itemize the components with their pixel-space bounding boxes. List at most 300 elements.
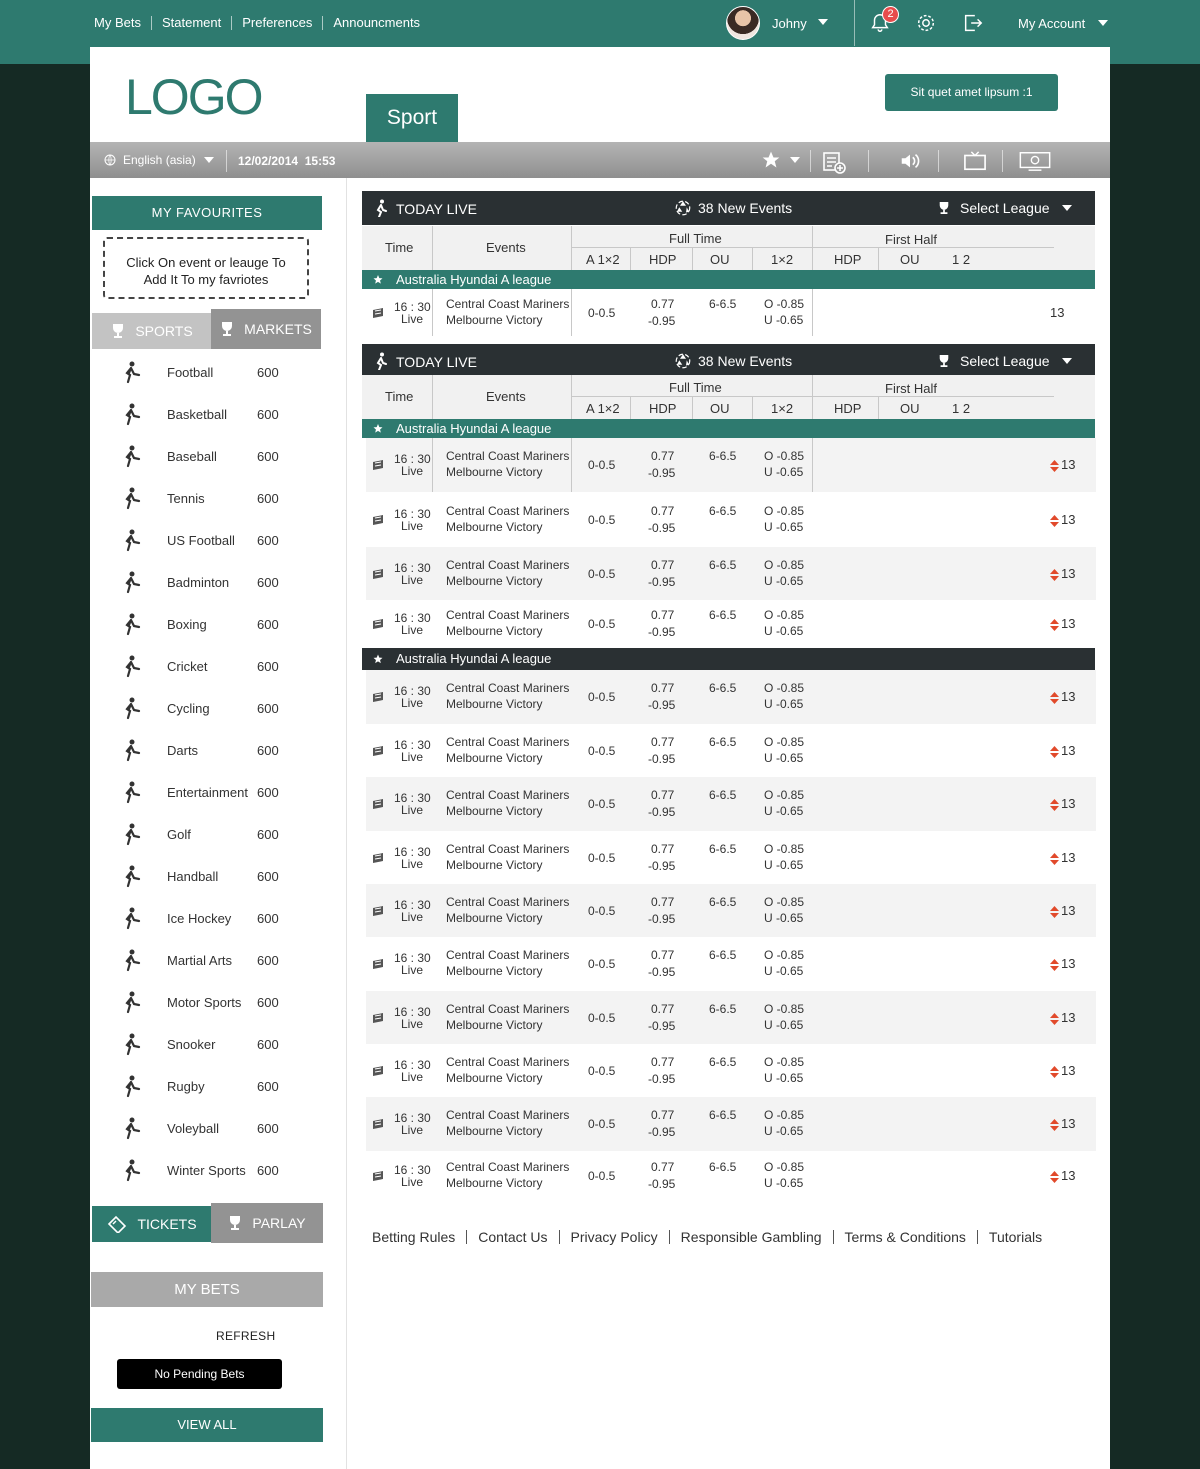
footer-link-responsible-gambling[interactable]: Responsible Gambling (669, 1230, 833, 1244)
league-header[interactable] (362, 419, 1095, 438)
odds-hdp-away[interactable]: -0.95 (648, 314, 676, 328)
odds-under[interactable]: U -0.65 (764, 697, 804, 711)
account-caret-icon[interactable] (1098, 20, 1108, 26)
odds-ou-line[interactable]: 6-6.5 (709, 504, 737, 518)
more-markets[interactable] (1050, 457, 1075, 472)
odds-under[interactable]: U -0.65 (764, 1124, 804, 1138)
sport-item-label: Badminton (167, 575, 230, 590)
section-title: TODAY LIVE (396, 201, 477, 217)
more-markets[interactable] (1050, 1116, 1075, 1131)
tab-parlay-label: PARLAY (252, 1215, 306, 1231)
match-time: 16 : 30 (394, 300, 431, 314)
new-events-label: 38 New Events (698, 353, 793, 369)
trophy-icon (228, 1215, 242, 1231)
odds-hdp-home[interactable]: 0.77 (651, 1160, 675, 1174)
odds-hdp-away[interactable]: -0.95 (648, 698, 676, 712)
sport-item-winter-sports[interactable] (91, 1149, 331, 1191)
more-markets[interactable] (1050, 850, 1075, 865)
odds-change-arrows-icon (1050, 959, 1059, 971)
col-events[interactable]: Events (486, 240, 526, 255)
column-divider (812, 226, 813, 270)
away-team[interactable]: Melbourne Victory (446, 858, 543, 872)
odds-a1x2[interactable]: 0-0.5 (588, 1117, 616, 1131)
column-divider (752, 397, 753, 419)
golf-icon (119, 822, 143, 846)
away-team[interactable]: Melbourne Victory (446, 574, 543, 588)
more-markets[interactable] (1050, 616, 1075, 631)
odds-hdp-home[interactable]: 0.77 (651, 608, 675, 622)
more-markets[interactable] (1050, 305, 1064, 320)
more-markets-count: 13 (1061, 850, 1076, 865)
home-team[interactable]: Central Coast Mariners (446, 788, 570, 802)
away-team[interactable]: Melbourne Victory (446, 751, 543, 765)
col-one-x-two: 1×2 (771, 252, 794, 267)
match-row[interactable] (366, 547, 1096, 600)
sport-item-baseball[interactable] (91, 435, 331, 477)
motor-sports-icon (119, 990, 143, 1014)
sport-item-martial-arts[interactable] (91, 939, 331, 981)
odds-over[interactable]: O -0.85 (764, 735, 805, 749)
today-live-header (362, 344, 1095, 378)
away-team[interactable]: Melbourne Victory (446, 804, 543, 818)
match-time: 16 : 30 (394, 951, 431, 965)
footer-link-tutorials[interactable]: Tutorials (977, 1230, 1053, 1244)
footer-link-terms-conditions[interactable]: Terms & Conditions (833, 1230, 977, 1244)
odds-under[interactable]: U -0.65 (764, 1176, 804, 1190)
odds-hdp-home[interactable]: 0.77 (651, 1002, 675, 1016)
odds-ou-line[interactable]: 6-6.5 (709, 297, 737, 311)
match-status: Live (401, 519, 424, 533)
home-team[interactable]: Central Coast Mariners (446, 842, 570, 856)
odds-a1x2[interactable]: 0-0.5 (588, 458, 616, 472)
sport-item-label: Baseball (167, 449, 217, 464)
odds-over[interactable]: O -0.85 (764, 948, 805, 962)
more-markets[interactable] (1050, 796, 1075, 811)
speaker-icon[interactable] (898, 150, 922, 172)
odds-change-arrows-icon (1050, 460, 1059, 472)
gear-icon[interactable] (915, 12, 937, 34)
live-flag-icon (371, 1170, 385, 1184)
match-row[interactable] (366, 600, 1096, 648)
language-select[interactable] (104, 153, 214, 167)
us-football-icon (119, 528, 143, 552)
tab-tickets[interactable] (92, 1206, 212, 1242)
odds-hdp-away[interactable]: -0.95 (648, 1019, 676, 1033)
more-markets[interactable] (1050, 1010, 1075, 1025)
odds-under[interactable]: U -0.65 (764, 804, 804, 818)
globe-icon (104, 154, 116, 166)
column-divider (878, 248, 879, 270)
home-team[interactable]: Central Coast Mariners (446, 895, 570, 909)
odds-hdp-home[interactable]: 0.77 (651, 788, 675, 802)
odds-over[interactable]: O -0.85 (764, 558, 805, 572)
live-flag-icon (371, 568, 385, 582)
col-fh-ou: OU (900, 252, 920, 267)
away-team[interactable]: Melbourne Victory (446, 1018, 543, 1032)
sport-item-count: 600 (257, 785, 279, 800)
match-row[interactable] (366, 1151, 1096, 1201)
more-markets-count: 13 (1061, 616, 1076, 631)
odds-hdp-home[interactable]: 0.77 (651, 1108, 675, 1122)
recycle-icon (674, 352, 692, 370)
match-row[interactable] (366, 831, 1096, 884)
tv-icon[interactable] (962, 150, 988, 172)
match-row[interactable] (366, 777, 1096, 831)
away-team[interactable]: Melbourne Victory (446, 465, 543, 479)
match-status: Live (401, 857, 424, 871)
odds-a1x2[interactable]: 0-0.5 (588, 690, 616, 704)
odds-a1x2[interactable]: 0-0.5 (588, 513, 616, 527)
match-time: 16 : 30 (394, 611, 431, 625)
league-header[interactable] (362, 648, 1095, 670)
more-markets[interactable] (1050, 956, 1075, 971)
toolbar-divider (810, 150, 811, 172)
odds-hdp-home[interactable]: 0.77 (651, 895, 675, 909)
odds-hdp-away[interactable]: -0.95 (648, 805, 676, 819)
nav-statement[interactable]: Statement (151, 16, 231, 30)
tab-markets[interactable] (211, 309, 321, 349)
home-team[interactable]: Central Coast Mariners (446, 681, 570, 695)
match-row[interactable] (366, 670, 1096, 724)
column-divider (812, 289, 813, 336)
new-events-indicator[interactable] (674, 199, 792, 217)
odds-change-arrows-icon (1050, 1119, 1059, 1131)
sport-item-badminton[interactable] (91, 561, 331, 603)
select-league-dropdown[interactable] (938, 200, 1072, 216)
league-name: Australia Hyundai A league (396, 272, 552, 287)
odds-ou-line[interactable]: 6-6.5 (709, 788, 737, 802)
odds-hdp-away[interactable]: -0.95 (648, 1177, 676, 1191)
more-markets[interactable] (1050, 1063, 1075, 1078)
col-time[interactable]: Time (385, 389, 414, 404)
odds-a1x2[interactable]: 0-0.5 (588, 797, 616, 811)
away-team[interactable]: Melbourne Victory (446, 911, 543, 925)
odds-ou-line[interactable]: 6-6.5 (709, 948, 737, 962)
odds-a1x2[interactable]: 0-0.5 (588, 1011, 616, 1025)
odds-a1x2[interactable]: 0-0.5 (588, 567, 616, 581)
sport-item-count: 600 (257, 1037, 279, 1052)
odds-a1x2[interactable]: 0-0.5 (588, 617, 616, 631)
odds-hdp-away[interactable]: -0.95 (648, 575, 676, 589)
odds-hdp-away[interactable]: -0.95 (648, 1125, 676, 1139)
sport-item-golf[interactable] (91, 813, 331, 855)
more-markets-count: 13 (1050, 305, 1065, 320)
odds-a1x2[interactable]: 0-0.5 (588, 1169, 616, 1183)
odds-over[interactable]: O -0.85 (764, 1160, 805, 1174)
logo[interactable]: LOGO (125, 69, 262, 125)
odds-change-arrows-icon (1050, 569, 1059, 581)
match-row[interactable] (366, 289, 1096, 336)
away-team[interactable]: Melbourne Victory (446, 697, 543, 711)
match-time: 16 : 30 (394, 898, 431, 912)
column-headers (362, 226, 1095, 270)
match-status: Live (401, 1070, 424, 1084)
new-events-indicator[interactable] (674, 352, 792, 370)
badminton-icon (119, 570, 143, 594)
toolbar-divider (938, 150, 939, 172)
match-row[interactable] (366, 724, 1096, 777)
odds-hdp-home[interactable]: 0.77 (651, 735, 675, 749)
odds-over[interactable]: O -0.85 (764, 1108, 805, 1122)
odds-hdp-away[interactable]: -0.95 (648, 521, 676, 535)
sport-item-label: Darts (167, 743, 199, 758)
more-markets[interactable] (1050, 512, 1075, 527)
match-status: Live (401, 312, 424, 326)
odds-over[interactable]: O -0.85 (764, 297, 805, 311)
trophy-icon (938, 200, 950, 216)
user-menu[interactable] (726, 6, 807, 40)
footer-link-contact-us[interactable]: Contact Us (466, 1230, 558, 1244)
odds-over[interactable]: O -0.85 (764, 449, 805, 463)
sport-item-label: Rugby (167, 1079, 205, 1094)
odds-hdp-home[interactable]: 0.77 (651, 504, 675, 518)
more-markets-count: 13 (1061, 689, 1076, 704)
away-team[interactable]: Melbourne Victory (446, 1071, 543, 1085)
odds-over[interactable]: O -0.85 (764, 842, 805, 856)
odds-change-arrows-icon (1050, 1171, 1059, 1183)
more-markets[interactable] (1050, 1168, 1075, 1183)
tab-sport[interactable]: Sport (366, 94, 458, 142)
away-team[interactable]: Melbourne Victory (446, 313, 543, 327)
odds-ou-line[interactable]: 6-6.5 (709, 558, 737, 572)
sport-item-darts[interactable] (91, 729, 331, 771)
odds-ou-line[interactable]: 6-6.5 (709, 1160, 737, 1174)
sport-item-count: 600 (257, 995, 279, 1010)
col-events[interactable]: Events (486, 389, 526, 404)
odds-ou-line[interactable]: 6-6.5 (709, 681, 737, 695)
favourites-caret-icon[interactable] (790, 157, 800, 163)
odds-hdp-home[interactable]: 0.77 (651, 449, 675, 463)
my-account-link[interactable]: My Account (1018, 16, 1086, 31)
odds-change-arrows-icon (1050, 799, 1059, 811)
sport-item-count: 600 (257, 701, 279, 716)
more-markets-count: 13 (1061, 956, 1076, 971)
odds-a1x2[interactable]: 0-0.5 (588, 957, 616, 971)
tennis-icon (119, 486, 143, 510)
user-caret-icon[interactable] (818, 19, 828, 25)
match-row[interactable] (366, 937, 1096, 991)
home-team[interactable]: Central Coast Mariners (446, 948, 570, 962)
match-row[interactable] (366, 884, 1096, 937)
sport-item-cricket[interactable] (91, 645, 331, 687)
odds-under[interactable]: U -0.65 (764, 574, 804, 588)
chevron-down-icon (1062, 205, 1072, 211)
odds-hdp-away[interactable]: -0.95 (648, 466, 676, 480)
match-row[interactable] (366, 1097, 1096, 1151)
sport-item-voleyball[interactable] (91, 1107, 331, 1149)
odds-under[interactable]: U -0.65 (764, 751, 804, 765)
select-league-dropdown[interactable] (938, 353, 1072, 369)
column-divider (432, 289, 433, 336)
odds-a1x2[interactable]: 0-0.5 (588, 306, 616, 320)
live-stream-icon[interactable] (1018, 150, 1052, 172)
add-bet-slip-icon[interactable] (822, 150, 846, 174)
odds-a1x2[interactable]: 0-0.5 (588, 1064, 616, 1078)
home-team[interactable]: Central Coast Mariners (446, 1002, 570, 1016)
away-team[interactable]: Melbourne Victory (446, 1124, 543, 1138)
odds-hdp-home[interactable]: 0.77 (651, 842, 675, 856)
nav-preferences[interactable]: Preferences (231, 16, 322, 30)
odds-hdp-home[interactable]: 0.77 (651, 681, 675, 695)
column-divider (432, 438, 433, 492)
baseball-icon (119, 444, 143, 468)
tab-sports[interactable] (92, 313, 212, 349)
odds-under[interactable]: U -0.65 (764, 964, 804, 978)
away-team[interactable]: Melbourne Victory (446, 624, 543, 638)
odds-under[interactable]: U -0.65 (764, 624, 804, 638)
odds-hdp-away[interactable]: -0.95 (648, 752, 676, 766)
favourites-hint-line-2: Add It To my favriotes (143, 272, 269, 287)
column-divider (630, 248, 631, 270)
column-divider (571, 289, 572, 336)
match-time: 16 : 30 (394, 452, 431, 466)
odds-under[interactable]: U -0.65 (764, 520, 804, 534)
home-team[interactable]: Central Coast Mariners (446, 1108, 570, 1122)
odds-hdp-away[interactable]: -0.95 (648, 859, 676, 873)
odds-ou-line[interactable]: 6-6.5 (709, 1055, 737, 1069)
sport-item-label: Voleyball (167, 1121, 220, 1136)
odds-over[interactable]: O -0.85 (764, 895, 805, 909)
away-team[interactable]: Melbourne Victory (446, 1176, 543, 1190)
odds-ou-line[interactable]: 6-6.5 (709, 735, 737, 749)
home-team[interactable]: Central Coast Mariners (446, 504, 570, 518)
match-row[interactable] (366, 991, 1096, 1044)
nav-my-bets[interactable]: My Bets (94, 15, 141, 30)
col-time[interactable]: Time (385, 240, 414, 255)
sport-item-count: 600 (257, 491, 279, 506)
home-team[interactable]: Central Coast Mariners (446, 1055, 570, 1069)
nav-announcments[interactable]: Announcments (322, 16, 430, 30)
league-name: Australia Hyundai A league (396, 421, 552, 436)
more-markets[interactable] (1050, 903, 1075, 918)
odds-ou-line[interactable]: 6-6.5 (709, 1002, 737, 1016)
section-title: TODAY LIVE (396, 354, 477, 370)
more-markets[interactable] (1050, 689, 1075, 704)
odds-ou-line[interactable]: 6-6.5 (709, 1108, 737, 1122)
odds-over[interactable]: O -0.85 (764, 788, 805, 802)
odds-hdp-home[interactable]: 0.77 (651, 1055, 675, 1069)
odds-under[interactable]: U -0.65 (764, 911, 804, 925)
odds-under[interactable]: U -0.65 (764, 465, 804, 479)
sport-item-entertainment[interactable] (91, 771, 331, 813)
odds-hdp-away[interactable]: -0.95 (648, 912, 676, 926)
odds-a1x2[interactable]: 0-0.5 (588, 904, 616, 918)
promo-button[interactable]: Sit quet amet lipsum :1 (885, 74, 1058, 111)
ticket-icon (107, 1215, 127, 1233)
home-team[interactable]: Central Coast Mariners (446, 297, 570, 311)
odds-ou-line[interactable]: 6-6.5 (709, 895, 737, 909)
sport-item-football[interactable] (91, 351, 331, 393)
sport-item-handball[interactable] (91, 855, 331, 897)
home-team[interactable]: Central Coast Mariners (446, 449, 570, 463)
odds-over[interactable]: O -0.85 (764, 504, 805, 518)
refresh-button[interactable]: REFRESH (216, 1329, 276, 1343)
sport-item-motor-sports[interactable] (91, 981, 331, 1023)
notification-badge: 2 (882, 6, 899, 23)
star-icon[interactable] (372, 648, 384, 670)
basketball-icon (119, 402, 143, 426)
star-icon[interactable] (372, 270, 384, 289)
sport-item-boxing[interactable] (91, 603, 331, 645)
live-flag-icon (371, 1118, 385, 1132)
odds-hdp-home[interactable]: 0.77 (651, 948, 675, 962)
odds-a1x2[interactable]: 0-0.5 (588, 744, 616, 758)
trophy-icon (220, 321, 234, 337)
more-markets[interactable] (1050, 566, 1075, 581)
home-team[interactable]: Central Coast Mariners (446, 735, 570, 749)
star-icon[interactable] (372, 419, 384, 438)
sport-item-label: Boxing (167, 617, 207, 632)
more-markets-count: 13 (1061, 566, 1076, 581)
star-icon[interactable] (761, 150, 781, 170)
match-status: Live (401, 1017, 424, 1031)
odds-under[interactable]: U -0.65 (764, 1071, 804, 1085)
footer-link-privacy-policy[interactable]: Privacy Policy (559, 1230, 669, 1244)
odds-hdp-away[interactable]: -0.95 (648, 965, 676, 979)
odds-hdp-home[interactable]: 0.77 (651, 558, 675, 572)
league-header[interactable] (362, 270, 1095, 289)
live-flag-icon (371, 852, 385, 866)
odds-hdp-home[interactable]: 0.77 (651, 297, 675, 311)
odds-under[interactable]: U -0.65 (764, 858, 804, 872)
odds-over[interactable]: O -0.85 (764, 681, 805, 695)
away-team[interactable]: Melbourne Victory (446, 520, 543, 534)
logout-icon[interactable] (962, 12, 984, 34)
match-time: 16 : 30 (394, 845, 431, 859)
odds-under[interactable]: U -0.65 (764, 1018, 804, 1032)
match-row[interactable] (366, 1044, 1096, 1097)
match-row[interactable] (366, 492, 1096, 547)
odds-over[interactable]: O -0.85 (764, 608, 805, 622)
tab-parlay[interactable] (211, 1203, 323, 1243)
sport-item-snooker[interactable] (91, 1023, 331, 1065)
sport-item-rugby[interactable] (91, 1065, 331, 1107)
away-team[interactable]: Melbourne Victory (446, 964, 543, 978)
sport-item-tennis[interactable] (91, 477, 331, 519)
more-markets-count: 13 (1061, 512, 1076, 527)
live-runner-icon (374, 352, 388, 370)
odds-ou-line[interactable]: 6-6.5 (709, 608, 737, 622)
home-team[interactable]: Central Coast Mariners (446, 1160, 570, 1174)
sport-item-us-football[interactable] (91, 519, 331, 561)
col-a1x2: A 1×2 (586, 401, 620, 416)
sport-item-ice-hockey[interactable] (91, 897, 331, 939)
odds-ou-line[interactable]: 6-6.5 (709, 842, 737, 856)
odds-over[interactable]: O -0.85 (764, 1002, 805, 1016)
odds-ou-line[interactable]: 6-6.5 (709, 449, 737, 463)
favourites-hint-line-1: Click On event or leauge To (126, 255, 286, 270)
odds-hdp-away[interactable]: -0.95 (648, 625, 676, 639)
sport-item-label: Martial Arts (167, 953, 233, 968)
live-flag-icon (371, 745, 385, 759)
column-divider (571, 375, 572, 419)
home-team[interactable]: Central Coast Mariners (446, 558, 570, 572)
view-all-button[interactable]: VIEW ALL (91, 1408, 323, 1442)
odds-a1x2[interactable]: 0-0.5 (588, 851, 616, 865)
odds-change-arrows-icon (1050, 692, 1059, 704)
match-row[interactable] (366, 438, 1096, 492)
match-status: Live (401, 1123, 424, 1137)
odds-hdp-away[interactable]: -0.95 (648, 1072, 676, 1086)
sport-item-basketball[interactable] (91, 393, 331, 435)
odds-over[interactable]: O -0.85 (764, 1055, 805, 1069)
today-live-header (362, 191, 1095, 225)
footer-link-betting-rules[interactable]: Betting Rules (372, 1229, 456, 1245)
odds-under[interactable]: U -0.65 (764, 313, 804, 327)
sport-item-cycling[interactable] (91, 687, 331, 729)
more-markets[interactable] (1050, 743, 1075, 758)
home-team[interactable]: Central Coast Mariners (446, 608, 570, 622)
